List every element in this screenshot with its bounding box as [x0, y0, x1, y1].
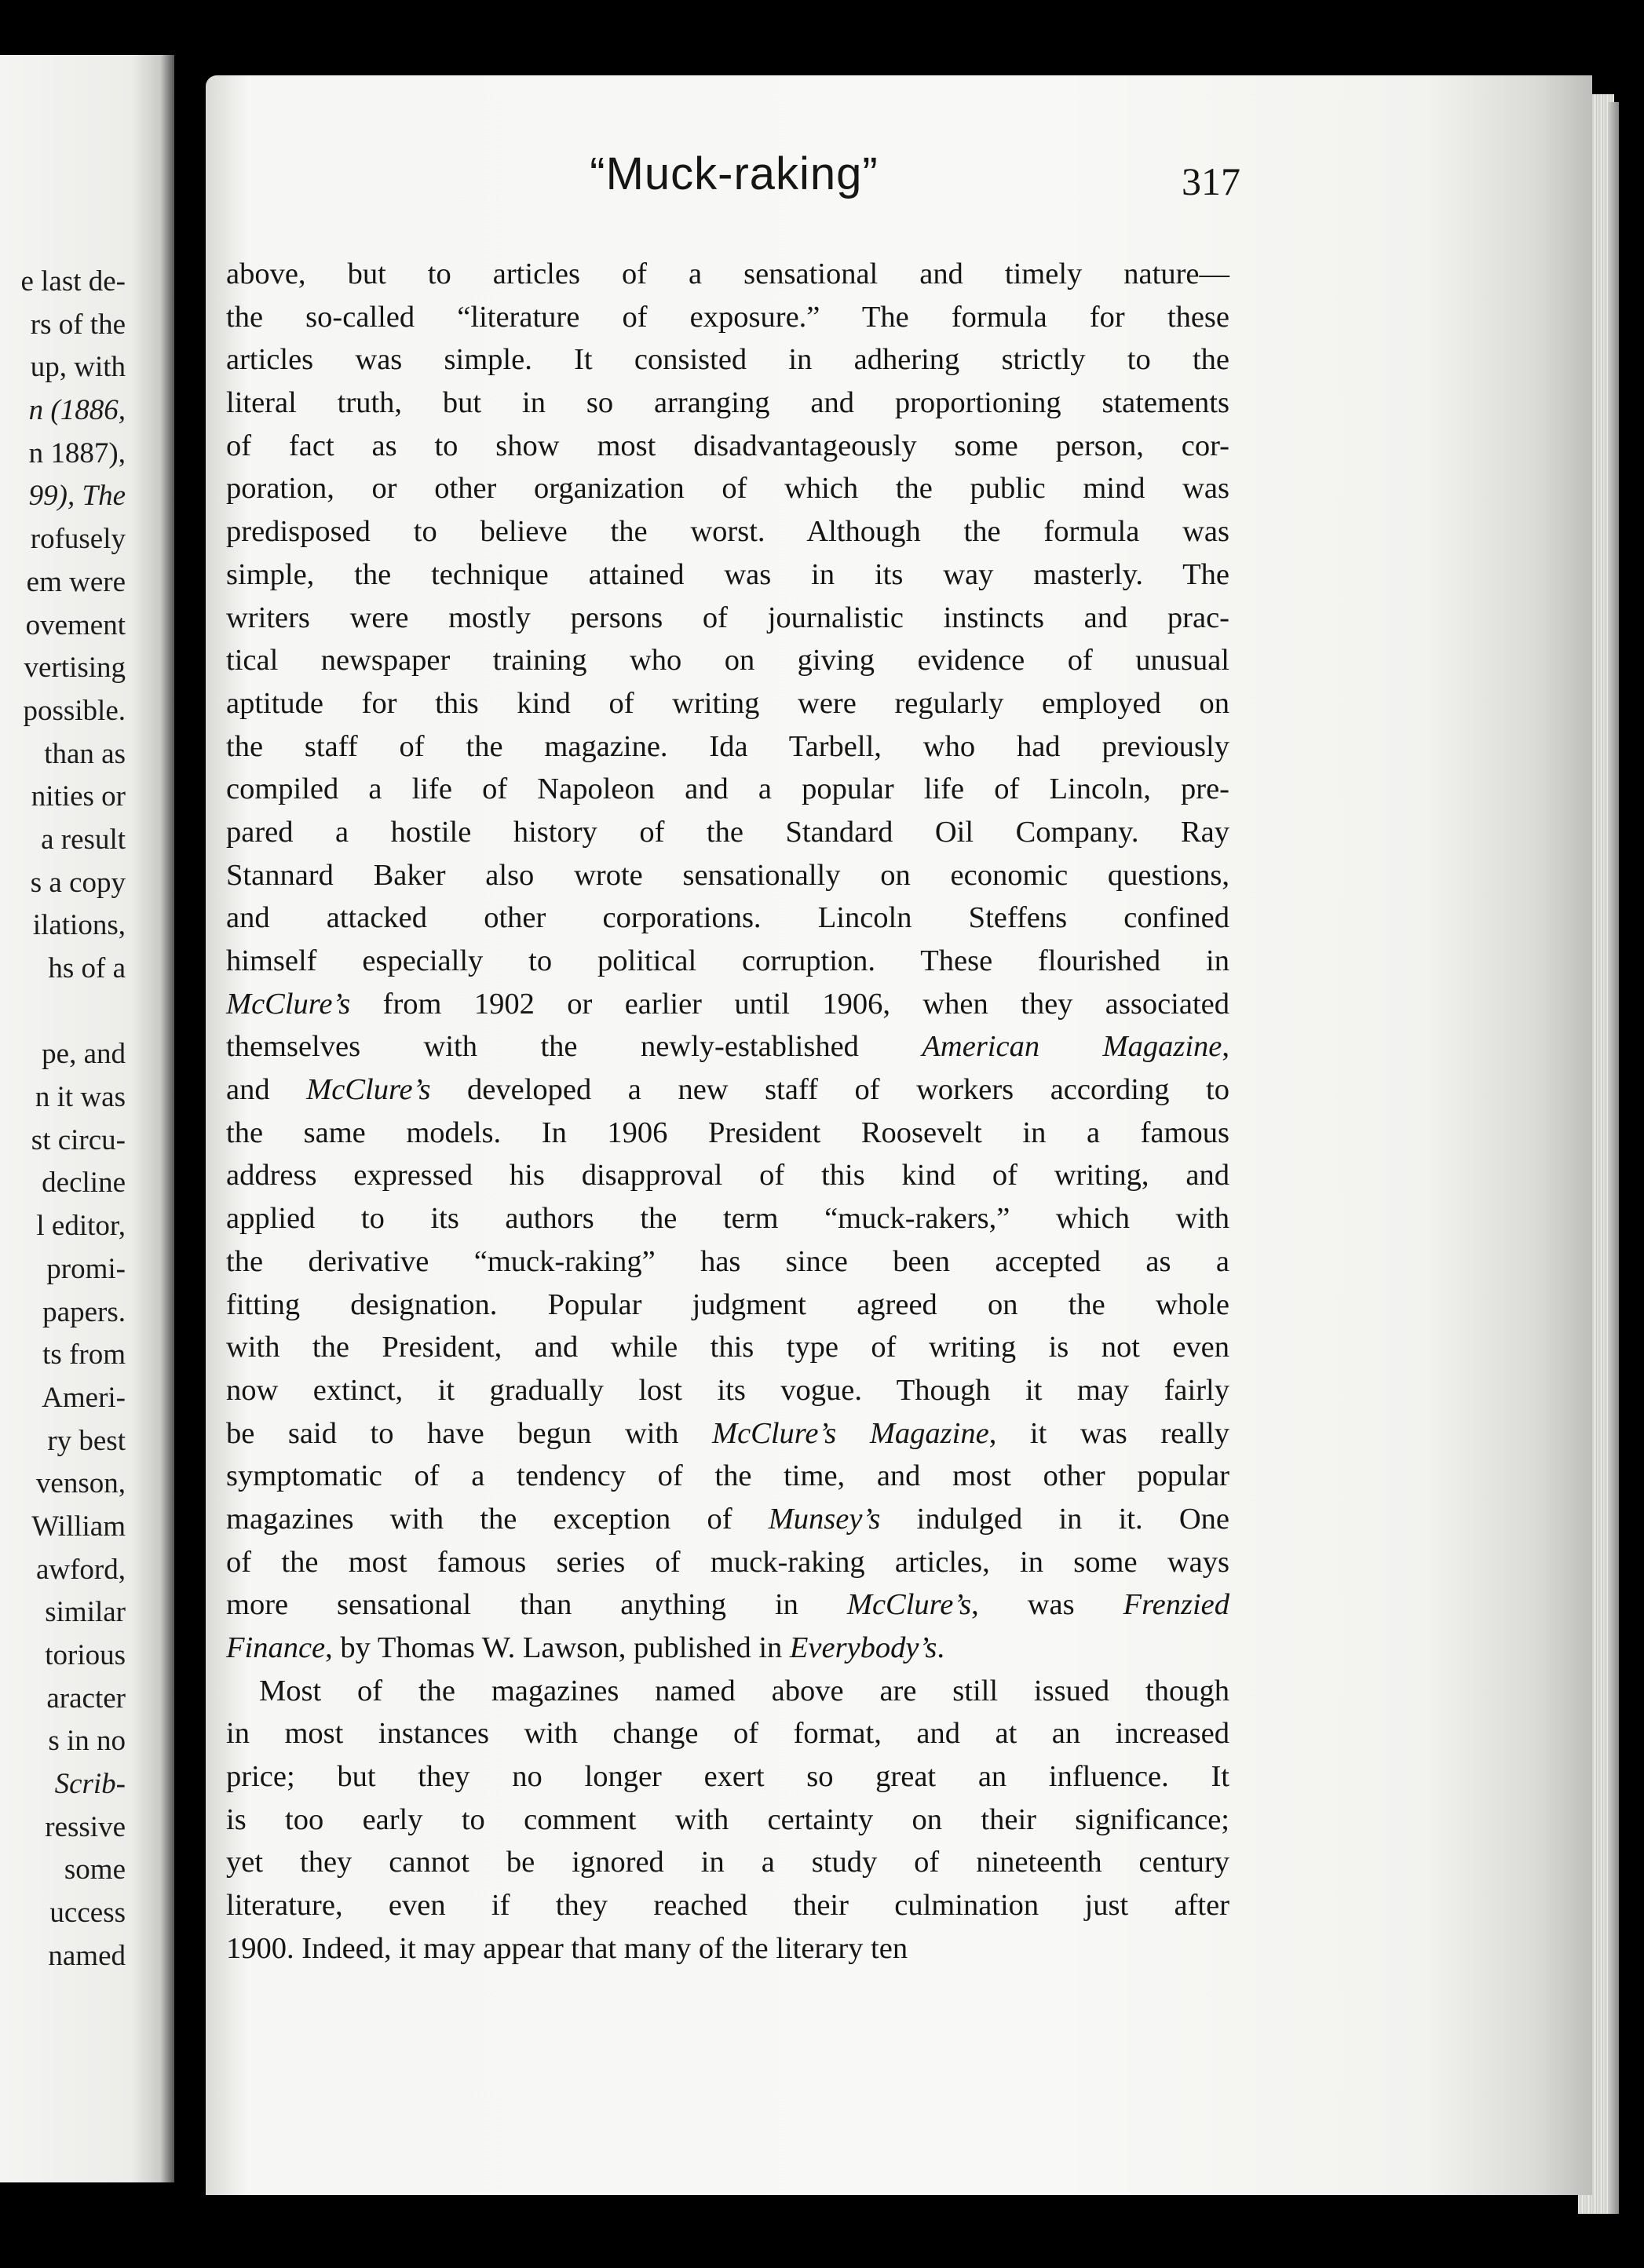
body-line: [226, 1884, 1229, 1927]
body-text: [226, 253, 1229, 1970]
italic-title: McClure’s Magazine: [712, 1416, 989, 1450]
left-page-line: st circu-: [31, 1123, 126, 1156]
left-page-line: promi-: [46, 1252, 126, 1285]
body-line: [226, 1498, 1229, 1541]
line-text: the same models. In 1906 President Roosevelt in a famous: [226, 1116, 1229, 1149]
left-page-line: ts from: [42, 1339, 126, 1371]
body-line: [226, 1154, 1229, 1197]
body-line: [226, 983, 1229, 1026]
left-page-line: venson,: [35, 1467, 126, 1500]
line-text: developed a new staff of workers according to: [430, 1073, 1229, 1107]
body-line: [226, 1541, 1229, 1584]
line-text: above, but to articles of a sensational and timely nature—: [226, 257, 1229, 290]
line-text: Stannard Baker also wrote sensationally on economic questions,: [226, 858, 1229, 892]
italic-title: Everybody’s: [789, 1631, 937, 1664]
left-page-line: Scrib-: [54, 1768, 126, 1801]
line-text: of fact as to show most disadvantageously some person, cor-: [226, 429, 1229, 462]
body-line: [226, 1025, 1229, 1068]
line-text: symptomatic of a tendency of the time, and most other popular: [226, 1459, 1229, 1493]
line-text: aptitude for this kind of writing were regularly employed on: [226, 686, 1229, 720]
left-page-line: papers.: [42, 1295, 126, 1328]
left-page-line: s in no: [48, 1725, 126, 1758]
left-page-line: possible.: [23, 694, 126, 727]
body-line: [226, 1455, 1229, 1498]
line-text: compiled a life of Napoleon and a popular life of Lincoln, pre-: [226, 772, 1229, 806]
line-text: magazines with the exception of: [226, 1502, 769, 1536]
left-page-line: named: [48, 1939, 126, 1972]
body-line: [226, 510, 1229, 553]
body-line: [226, 1068, 1229, 1112]
line-text: applied to its authors the term “muck-rakers,” which with: [226, 1202, 1229, 1236]
line-text: now extinct, it gradually lost its vogue. Though it may fairly: [226, 1373, 1229, 1407]
body-line: [226, 1627, 1229, 1670]
running-head-title: “Muck-raking”: [590, 148, 879, 199]
line-text: articles was simple. It consisted in adhering strictly to the: [226, 343, 1229, 377]
left-page-line: decline: [42, 1167, 126, 1200]
line-text: himself especially to political corruption. These flourished in: [226, 944, 1229, 977]
left-page-line: rs of the: [30, 308, 126, 341]
left-page-line: vertising: [24, 652, 126, 685]
body-line: [226, 296, 1229, 339]
line-text: , it was really: [988, 1416, 1229, 1450]
body-line: [226, 1583, 1229, 1627]
left-page-line: uccess: [49, 1897, 126, 1930]
body-line: [226, 553, 1229, 597]
line-text: fitting designation. Popular judgment agreed on the whole: [226, 1287, 1229, 1321]
line-text: the so-called “literature of exposure.” The formula for these: [226, 300, 1229, 334]
body-line: [226, 854, 1229, 897]
left-page-text: [0, 261, 126, 1978]
body-line: [226, 1841, 1229, 1884]
body-line: [226, 253, 1229, 296]
body-line: [226, 1799, 1229, 1842]
line-text: in most instances with change of format, and at an increased: [226, 1717, 1229, 1751]
line-text: predisposed to believe the worst. Although the formula was: [226, 515, 1229, 549]
line-text: price; but they no longer exert so great an influence. It: [226, 1760, 1229, 1794]
left-page-line: nities or: [31, 780, 126, 813]
page-number: 317: [1182, 159, 1240, 203]
body-line: [226, 639, 1229, 682]
left-page-line: ressive: [45, 1810, 126, 1843]
line-text: yet they cannot be ignored in a study of nineteenth century: [226, 1846, 1229, 1879]
line-text: themselves with the newly-established: [226, 1030, 922, 1064]
italic-title: McClure’s: [226, 987, 351, 1021]
left-page-line: Ameri-: [42, 1381, 126, 1414]
left-page: [0, 55, 174, 2182]
line-text: literal truth, but in so arranging and proportioning statements: [226, 386, 1229, 420]
italic-title: McClure’s: [846, 1588, 972, 1622]
left-page-line: hs of a: [48, 952, 126, 984]
body-line: [226, 725, 1229, 769]
left-page-line: em were: [26, 565, 126, 598]
body-line: [226, 1112, 1229, 1155]
body-line: [226, 1240, 1229, 1284]
line-text: writers were mostly persons of journalistic instincts and prac-: [226, 601, 1229, 634]
left-page-line: William: [31, 1510, 126, 1543]
body-line: [226, 1369, 1229, 1412]
line-text: the staff of the magazine. Ida Tarbell, who had previously: [226, 729, 1229, 763]
left-page-line: similar: [45, 1596, 126, 1629]
left-page-line: torious: [45, 1639, 126, 1671]
body-line: [226, 338, 1229, 382]
line-text: address expressed his disapproval of this kind of writing, and: [226, 1159, 1229, 1192]
left-page-line: a result: [41, 823, 126, 856]
line-text: more sensational than anything in: [226, 1588, 847, 1622]
italic-title: McClure’s: [306, 1073, 431, 1107]
line-text: from 1902 or earlier until 1906, when they associated: [350, 987, 1229, 1021]
left-page-line: rofusely: [30, 523, 126, 556]
left-page-line: e last de-: [20, 265, 126, 298]
body-line: [226, 768, 1229, 811]
body-line: [226, 1755, 1229, 1799]
left-page-line: some: [64, 1853, 126, 1886]
left-page-line: awford,: [35, 1553, 126, 1586]
left-page-line: aracter: [46, 1682, 126, 1715]
body-line: [226, 940, 1229, 983]
italic-title: Frenzied: [1123, 1588, 1230, 1622]
body-line: [226, 811, 1229, 854]
line-text: poration, or other organization of which the public mind was: [226, 472, 1229, 506]
body-line: [226, 682, 1229, 725]
body-line: [226, 1927, 1229, 1970]
body-line: [226, 1670, 1229, 1713]
body-line: [226, 1712, 1229, 1755]
left-page-line: n it was: [35, 1081, 126, 1114]
line-text: literature, even if they reached their culmination just after: [226, 1889, 1229, 1923]
line-text: ,: [1222, 1030, 1230, 1064]
line-text: with the President, and while this type of writing is not even: [226, 1331, 1229, 1364]
line-text: .: [937, 1631, 944, 1664]
body-line: [226, 1197, 1229, 1240]
left-page-line: 99), The: [28, 480, 126, 513]
left-page-line: than as: [44, 737, 126, 770]
line-text: and: [226, 1073, 307, 1107]
left-page-line: ilations,: [32, 909, 126, 942]
line-text: 1900. Indeed, it may appear that many of the literary ten: [226, 1931, 908, 1965]
body-line: [226, 897, 1229, 940]
line-text: Most of the magazines named above are still issued though: [259, 1674, 1229, 1707]
line-text: indulged in it. One: [880, 1502, 1229, 1536]
body-line: [226, 467, 1229, 510]
line-text: of the most famous series of muck-raking articles, in some ways: [226, 1545, 1229, 1579]
italic-title: Finance: [226, 1631, 326, 1664]
body-line: [226, 597, 1229, 640]
left-page-line: n (1886,: [28, 394, 126, 427]
line-text: the derivative “muck-raking” has since been accepted as a: [226, 1244, 1229, 1278]
line-text: simple, the technique attained was in its way masterly. The: [226, 557, 1229, 591]
italic-title: Munsey’s: [768, 1502, 881, 1536]
left-page-line: ry best: [47, 1424, 126, 1457]
left-page-line: ovement: [25, 608, 126, 641]
left-page-line: l editor,: [36, 1210, 126, 1243]
left-page-line: pe, and: [42, 1038, 126, 1071]
line-text: is too early to comment with certainty on their significance;: [226, 1802, 1229, 1836]
left-page-line: s a copy: [30, 866, 126, 899]
page-edges-shadow: [1608, 102, 1619, 2214]
body-line: [226, 425, 1229, 468]
line-text: tical newspaper training who on giving evidence of unusual: [226, 644, 1229, 677]
italic-title: American Magazine: [922, 1030, 1222, 1064]
line-text: and attacked other corporations. Lincoln Steffens confined: [226, 901, 1229, 935]
body-line: [226, 1284, 1229, 1327]
line-text: , was: [971, 1588, 1123, 1622]
line-text: , by Thomas W. Lawson, published in: [325, 1631, 790, 1664]
body-line: [226, 382, 1229, 425]
line-text: be said to have begun with: [226, 1416, 713, 1450]
left-page-line: n 1887),: [28, 436, 126, 469]
body-line: [226, 1412, 1229, 1455]
line-text: pared a hostile history of the Standard Oil Company. Ray: [226, 815, 1229, 849]
body-line: [226, 1326, 1229, 1369]
left-page-line: [0, 991, 126, 1034]
left-page-line: up, with: [30, 351, 126, 384]
